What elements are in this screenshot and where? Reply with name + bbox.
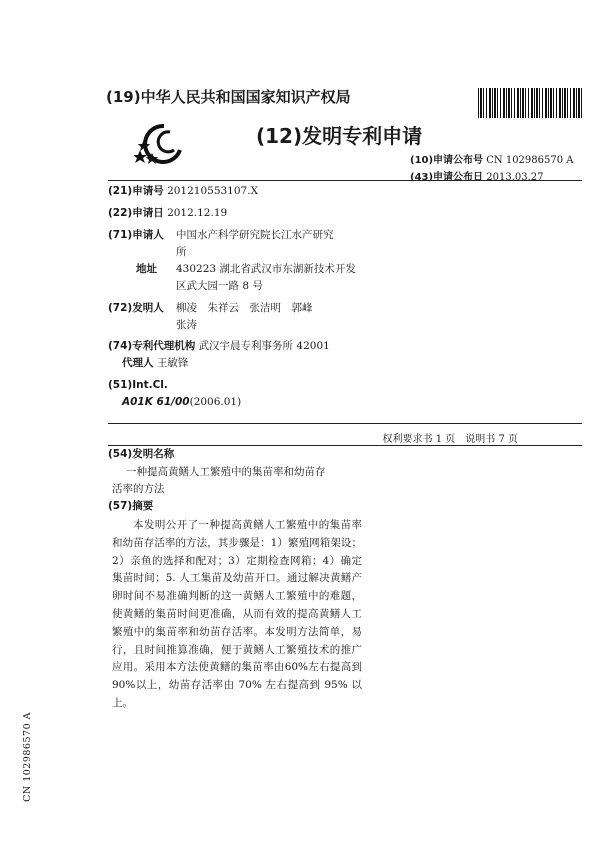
page-count: 权利要求书 1 页 说明书 7 页 [382, 434, 518, 445]
agency-value: 武汉宇晨专利事务所 42001 [198, 340, 330, 352]
address-label: 地址 [136, 263, 157, 275]
title-label-row [108, 446, 174, 463]
intcl-code: A01K 61/00 [122, 396, 190, 408]
pages-divider [108, 445, 582, 446]
agent-value: 王敏锋 [156, 357, 189, 369]
inventor-label: (72)发明人 [108, 302, 164, 314]
intcl-version: (2006.01) [189, 396, 242, 408]
applicant-label-row [108, 227, 164, 244]
cnipa-logo-icon [134, 120, 194, 165]
header-divider [108, 180, 582, 181]
agent-label: 代理人 [122, 357, 154, 369]
side-publication-code: CN 102986570 A [22, 712, 33, 802]
address-line-1: 430223 湖北省武汉市东湖新技术开发 [176, 263, 356, 275]
filing-date-label: (22)申请日 [108, 207, 164, 219]
filing-date-value: 2012.12.19 [167, 207, 228, 219]
intcl-code-row [122, 394, 241, 411]
issuing-office: (19)中华人民共和国国家知识产权局 [106, 88, 351, 106]
agent-row [122, 355, 188, 372]
intcl-label: (51)Int.Cl. [108, 379, 168, 391]
inventor-label-row [108, 300, 164, 317]
intcl-label-row [108, 377, 168, 394]
abstract-text: 本发明公开了一种提高黄鳝人工繁殖中的集苗率和幼苗存活率的方法，其步骤是：1）繁殖网箱架设；2）亲鱼的选择和配对；3）定期检查网箱；4）确定集苗时间；5. 人工集苗及幼苗开口。通过解决黄鳝产卵时间不易准确判断的这一黄鳝人工繁殖中的难题，使黄鳝的集苗时间更准确，从而有效的提高黄鳝人工繁殖中的集苗率和幼苗存活率。本发明方法简单，易行，且时间推算准确，便于黄鳝人工繁殖技术的推广应用。采用本方法使黄鳝的集苗率由60%左右提高到90%以上，幼苗存活率由 70% 左右提高到 95% 以上。 [112, 519, 362, 709]
application-number-value: 201210553107.X [167, 185, 259, 197]
abstract-label-row [108, 498, 153, 515]
invention-title-line-1: 一种提高黄鳝人工繁殖中的集苗率和幼苗存 [126, 466, 326, 478]
publication-number-label: (10)申请公布号 [410, 155, 484, 166]
publication-number-value: CN 102986570 A [486, 155, 574, 166]
agency-row [108, 338, 330, 355]
invention-title-line-2: 活率的方法 [112, 483, 165, 495]
publication-date-value: 2013.03.27 [486, 172, 544, 183]
address-line-2: 区武大园一路 8 号 [176, 280, 263, 292]
publication-date-label: (43)申请公布日 [410, 172, 484, 183]
applicant-line-2: 所 [176, 246, 187, 258]
title-label: (54)发明名称 [108, 448, 175, 460]
inventor-line-2: 张涛 [176, 319, 197, 331]
agency-label: (74)专利代理机构 [108, 340, 196, 352]
biblio-divider [108, 423, 582, 424]
inventor-line-1: 柳凌 朱祥云 张洁明 郭峰 [176, 302, 313, 314]
publication-number-row [410, 151, 574, 166]
abstract-label: (57)摘要 [108, 500, 154, 512]
filing-date-row [108, 205, 227, 222]
application-number-label: (21)申请号 [108, 185, 164, 197]
applicant-line-1: 中国水产科学研究院长江水产研究 [176, 229, 334, 241]
applicant-label: (71)申请人 [108, 229, 164, 241]
barcode [478, 88, 582, 118]
address-label-row [136, 261, 157, 278]
application-number-row [108, 183, 258, 200]
document-type: (12)发明专利申请 [256, 124, 423, 148]
